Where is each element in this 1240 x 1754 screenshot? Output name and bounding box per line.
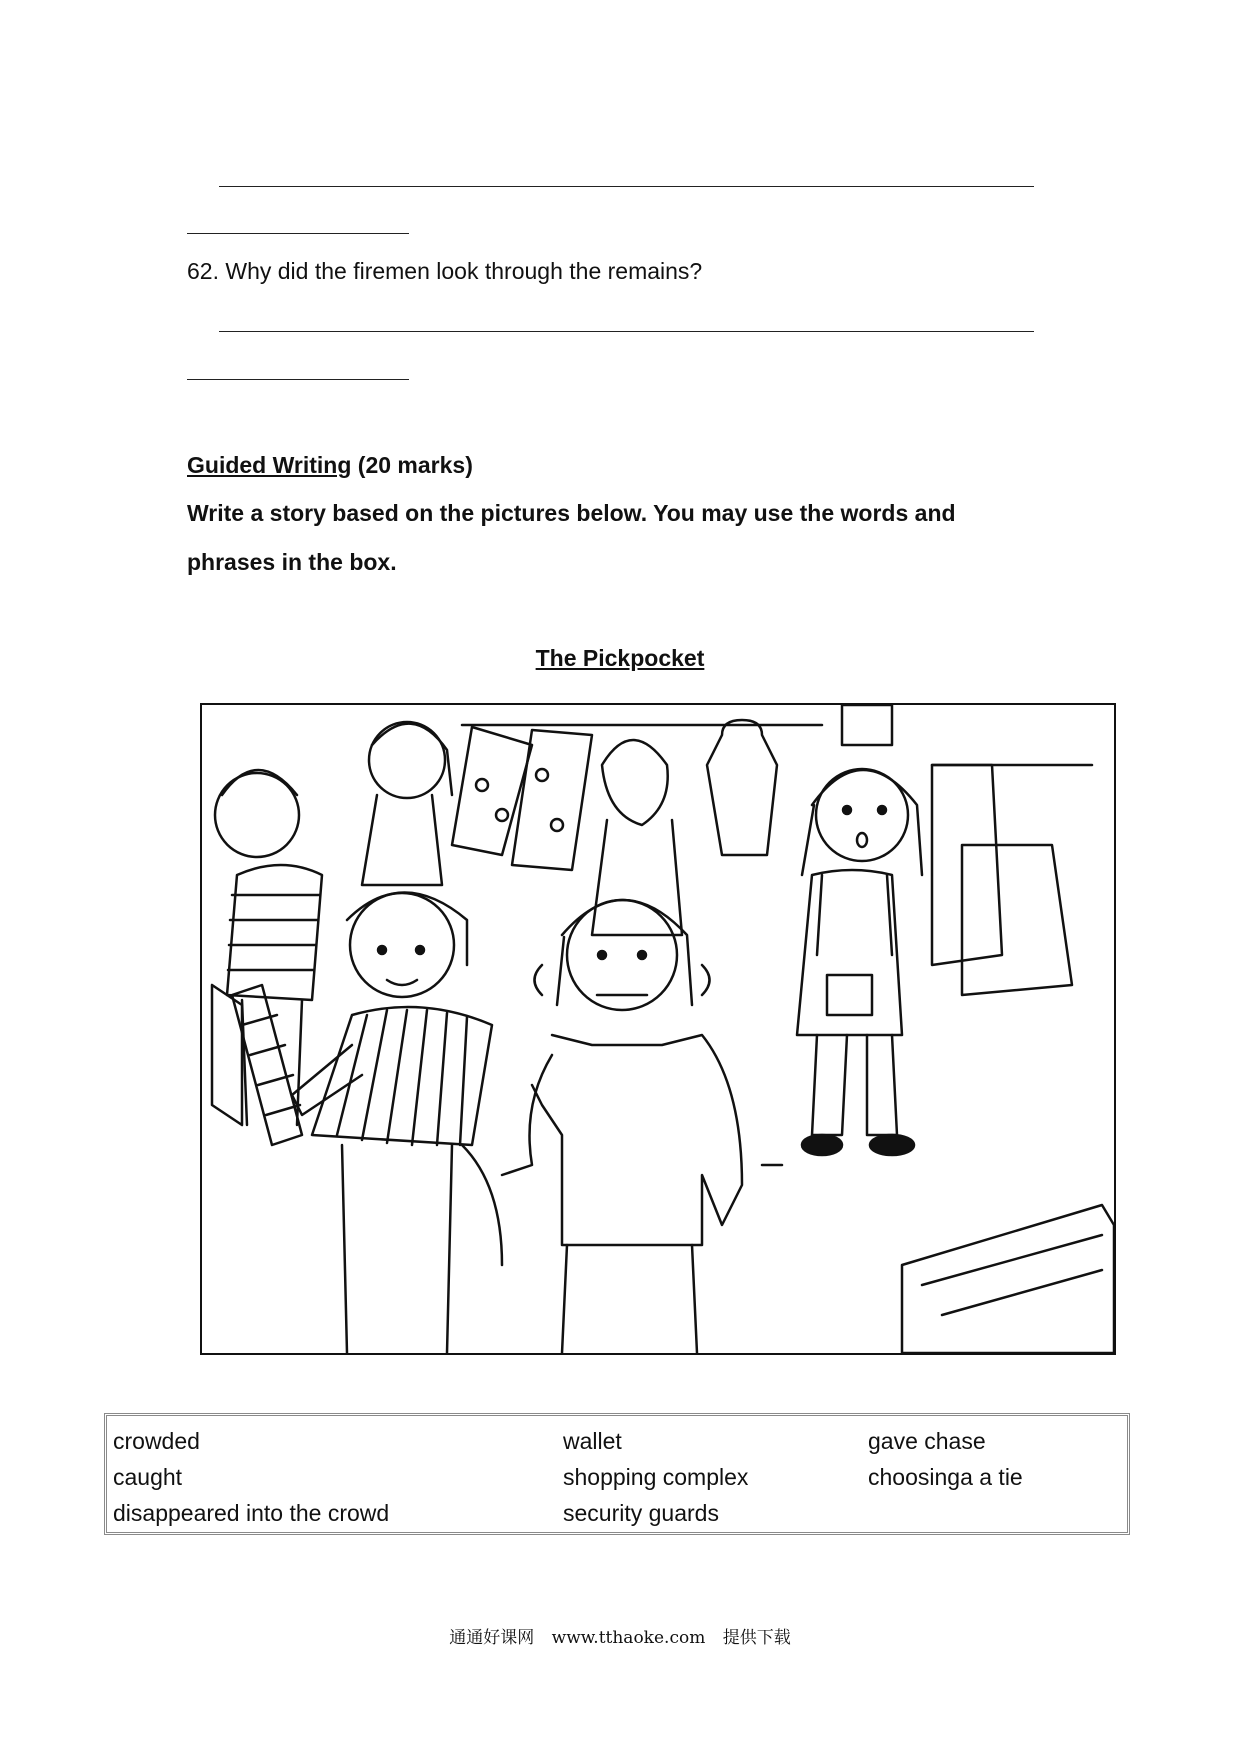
footer-url[interactable]: www.tthaoke.com [551,1628,706,1648]
word-crowded: crowded [113,1428,200,1454]
word-wallet: wallet [563,1428,622,1454]
word-box [104,1413,1130,1535]
illustration-drawing [202,705,1114,1353]
answer-line-1-continuation [187,233,409,234]
pickpocket-illustration [200,703,1116,1355]
word-gave-chase: gave chase [868,1428,986,1454]
answer-line-2 [219,331,1034,332]
footer-site-name: 通通好课网 [449,1628,535,1648]
word-disappeared-into-the-crowd: disappeared into the crowd [113,1500,390,1526]
word-choosing-a-tie: choosinga a tie [868,1464,1023,1490]
answer-line-2-continuation [187,379,409,380]
guided-writing-heading [187,452,473,479]
word-security-guards: security guards [563,1500,719,1526]
instruction-line-2: phrases in the box. [187,549,397,575]
instruction-line-1: Write a story based on the pictures below. You may use the words and [187,500,956,526]
word-shopping-complex: shopping complex [563,1464,749,1490]
question-62: 62. Why did the firemen look through the remains? [187,258,703,284]
footer-suffix: 提供下载 [722,1628,791,1648]
word-caught: caught [113,1464,183,1490]
page-footer [0,1623,1240,1648]
picture-title: The Pickpocket [535,645,705,671]
answer-line-1 [219,186,1034,187]
guided-writing-marks: (20 marks) [357,452,473,478]
guided-writing-title: Guided Writing [187,452,352,478]
